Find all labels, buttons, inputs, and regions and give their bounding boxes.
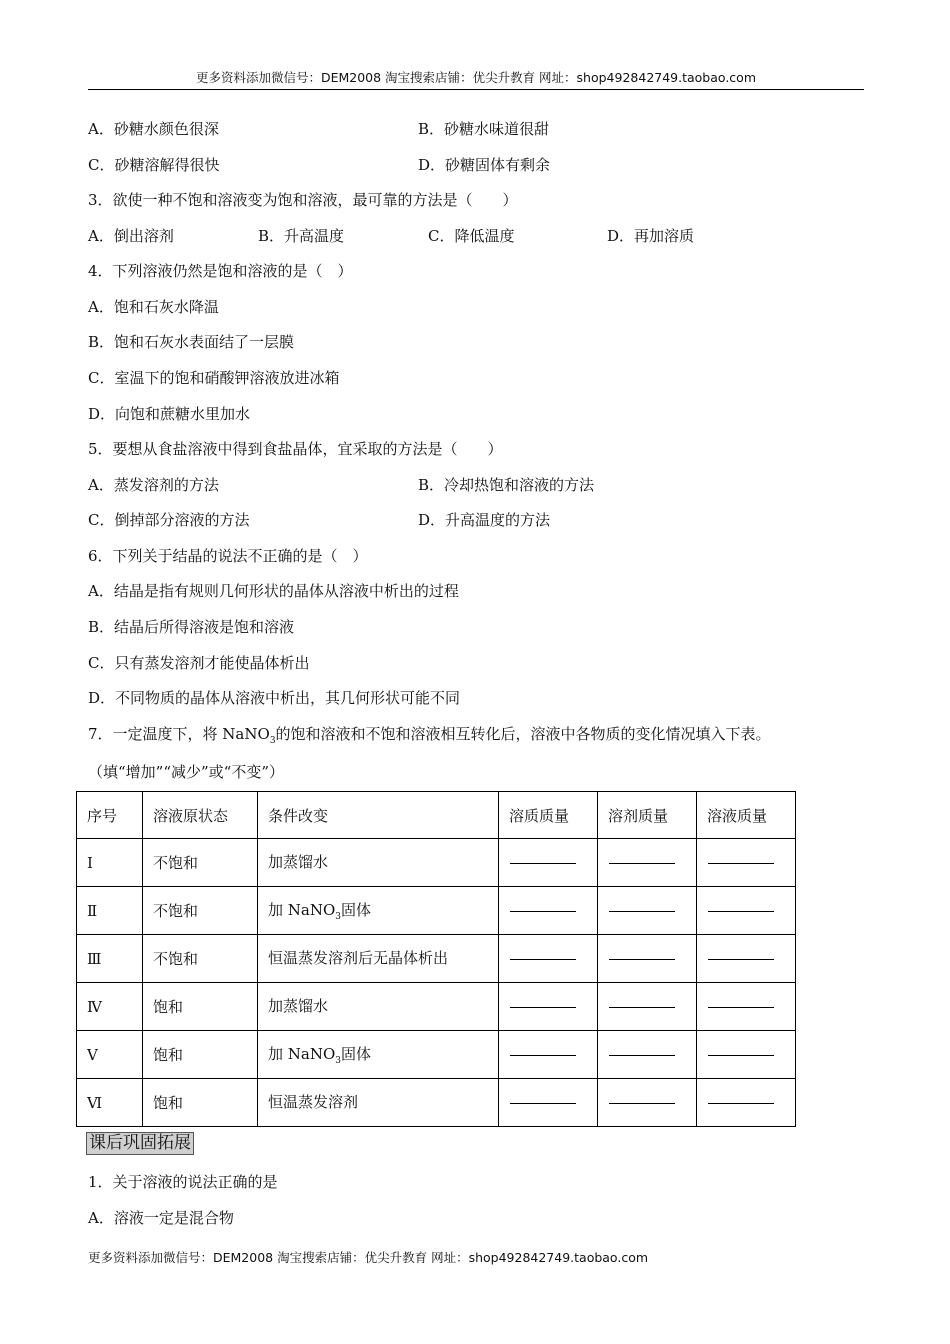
header-solvent-mass: 溶剂质量 xyxy=(598,792,697,839)
solute-answer-blank[interactable] xyxy=(499,1031,598,1079)
q3-option-a: A．倒出溶剂 xyxy=(88,227,174,245)
q4-option-d: D．向饱和蔗糖水里加水 xyxy=(88,405,251,423)
row-state: 不饱和 xyxy=(143,839,258,887)
q6-option-a: A．结晶是指有规则几何形状的晶体从溶液中析出的过程 xyxy=(88,582,459,600)
row-condition: 加蒸馏水 xyxy=(258,839,499,887)
post-q1-option-a: A．溶液一定是混合物 xyxy=(88,1209,234,1227)
q5-option-c: C．倒掉部分溶液的方法 xyxy=(88,511,250,529)
q2-option-a: A．砂糖水颜色很深 xyxy=(88,120,219,138)
q7-note: （填“增加”“减少”或“不变”） xyxy=(88,763,285,781)
solvent-answer-blank[interactable] xyxy=(598,1031,697,1079)
q4-option-b: B．饱和石灰水表面结了一层膜 xyxy=(88,333,295,351)
solvent-answer-blank[interactable] xyxy=(598,983,697,1031)
q5-option-b: B．冷却热饱和溶液的方法 xyxy=(418,476,595,494)
q3-option-d: D．再加溶质 xyxy=(607,227,695,245)
solution-answer-blank[interactable] xyxy=(697,983,796,1031)
table-header-row xyxy=(77,792,796,839)
q6-stem: 6．下列关于结晶的说法不正确的是（ ） xyxy=(88,547,368,565)
q3-stem: 3．欲使一种不饱和溶液变为饱和溶液，最可靠的方法是（ ） xyxy=(88,191,518,209)
row-condition: 加蒸馏水 xyxy=(258,983,499,1031)
row-state: 不饱和 xyxy=(143,935,258,983)
page-header: 更多资料添加微信号：DEM2008 淘宝搜索店铺：优尖升教育 网址：shop492842749.taobao.com xyxy=(88,68,864,90)
row-condition: 恒温蒸发溶剂后无晶体析出 xyxy=(258,935,499,983)
solution-answer-blank[interactable] xyxy=(697,887,796,935)
row-state: 不饱和 xyxy=(143,887,258,935)
row-condition: 加 NaNO$_3$固体 xyxy=(258,887,499,935)
section-title: 课后巩固拓展 xyxy=(86,1132,194,1155)
q5-stem: 5．要想从食盐溶液中得到食盐晶体，宜采取的方法是（ ） xyxy=(88,440,503,458)
row-state: 饱和 xyxy=(143,1031,258,1079)
solution-answer-blank[interactable] xyxy=(697,1079,796,1127)
q4-stem: 4．下列溶液仍然是饱和溶液的是（ ） xyxy=(88,262,353,280)
solute-answer-blank[interactable] xyxy=(499,1079,598,1127)
row-id: Ⅳ xyxy=(77,983,143,1031)
q7-stem: 7．一定温度下，将 NaNO$_3$的饱和溶液和不饱和溶液相互转化后，溶液中各物质的变化情况填入下表。 xyxy=(88,725,771,746)
row-state: 饱和 xyxy=(143,1079,258,1127)
post-q1-stem: 1．关于溶液的说法正确的是 xyxy=(88,1173,278,1191)
solute-answer-blank[interactable] xyxy=(499,839,598,887)
table-row xyxy=(77,887,796,935)
q2-option-c: C．砂糖溶解得很快 xyxy=(88,156,220,174)
header-solution-mass: 溶液质量 xyxy=(697,792,796,839)
solvent-answer-blank[interactable] xyxy=(598,935,697,983)
q2-option-b: B．砂糖水味道很甜 xyxy=(418,120,550,138)
page-footer: 更多资料添加微信号：DEM2008 淘宝搜索店铺：优尖升教育 网址：shop492842749.taobao.com xyxy=(88,1250,649,1265)
conversion-table xyxy=(76,791,796,1127)
row-id: Ⅱ xyxy=(77,887,143,935)
solution-answer-blank[interactable] xyxy=(697,935,796,983)
q5-option-d: D．升高温度的方法 xyxy=(418,511,551,529)
table-row xyxy=(77,839,796,887)
solvent-answer-blank[interactable] xyxy=(598,887,697,935)
table-row xyxy=(77,1079,796,1127)
table-row xyxy=(77,983,796,1031)
q3-option-b: B．升高温度 xyxy=(258,227,345,245)
q6-option-b: B．结晶后所得溶液是饱和溶液 xyxy=(88,618,295,636)
q3-option-c: C．降低温度 xyxy=(428,227,515,245)
solution-answer-blank[interactable] xyxy=(697,839,796,887)
table-row xyxy=(77,1031,796,1079)
header-condition: 条件改变 xyxy=(258,792,499,839)
solute-answer-blank[interactable] xyxy=(499,887,598,935)
row-id: Ⅰ xyxy=(77,839,143,887)
header-solute-mass: 溶质质量 xyxy=(499,792,598,839)
row-condition: 恒温蒸发溶剂 xyxy=(258,1079,499,1127)
q4-option-c: C．室温下的饱和硝酸钾溶液放进冰箱 xyxy=(88,369,340,387)
row-state: 饱和 xyxy=(143,983,258,1031)
solute-answer-blank[interactable] xyxy=(499,935,598,983)
q4-option-a: A．饱和石灰水降温 xyxy=(88,298,219,316)
row-id: Ⅵ xyxy=(77,1079,143,1127)
row-id: Ⅴ xyxy=(77,1031,143,1079)
row-id: Ⅲ xyxy=(77,935,143,983)
header-state: 溶液原状态 xyxy=(143,792,258,839)
q6-option-d: D．不同物质的晶体从溶液中析出，其几何形状可能不同 xyxy=(88,689,461,707)
solute-answer-blank[interactable] xyxy=(499,983,598,1031)
solvent-answer-blank[interactable] xyxy=(598,1079,697,1127)
q5-option-a: A．蒸发溶剂的方法 xyxy=(88,476,219,494)
q6-option-c: C．只有蒸发溶剂才能使晶体析出 xyxy=(88,654,310,672)
table-row xyxy=(77,935,796,983)
row-condition: 加 NaNO$_3$固体 xyxy=(258,1031,499,1079)
solvent-answer-blank[interactable] xyxy=(598,839,697,887)
header-id: 序号 xyxy=(77,792,143,839)
q2-option-d: D．砂糖固体有剩余 xyxy=(418,156,551,174)
solution-answer-blank[interactable] xyxy=(697,1031,796,1079)
